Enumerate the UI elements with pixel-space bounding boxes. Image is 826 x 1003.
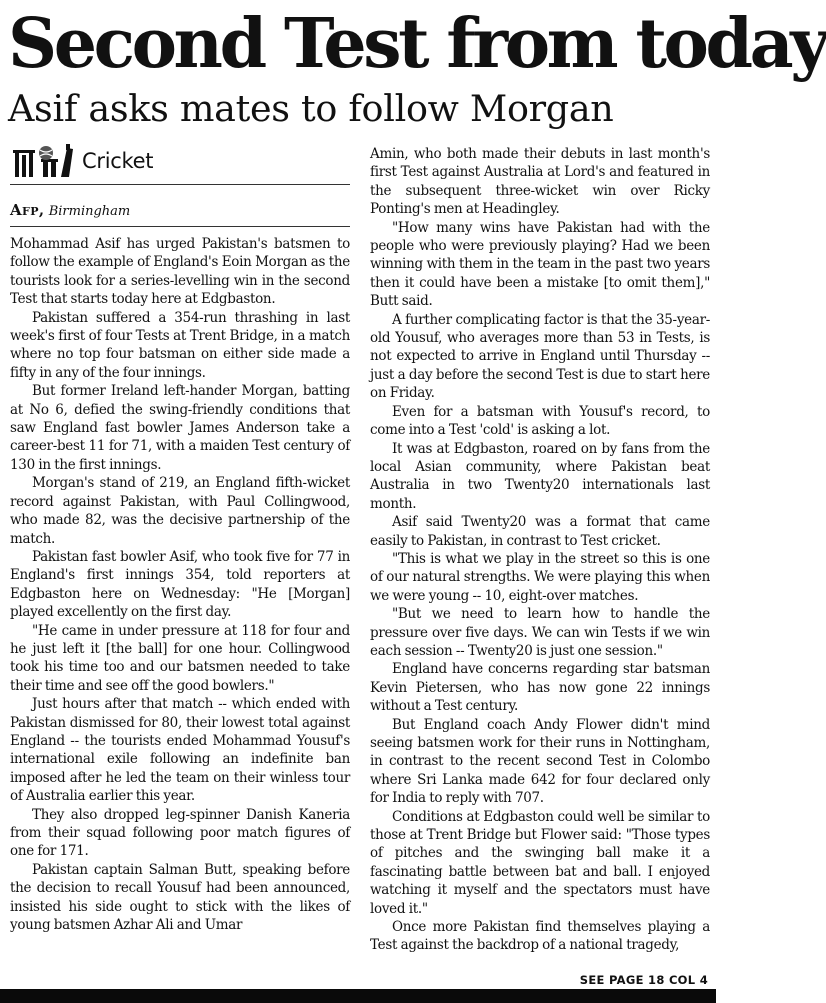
paragraph: It was at Edgbaston, roared on by fans from the local Asian community, where Pakistan beat Australia in two Twenty20 internationals last month. xyxy=(370,440,710,512)
paragraph: "How many wins have Pakistan had with the people who were previously playing? Had we been winning with them in the team in the past two years then it could have been a mistake [to omit them]," Butt said. xyxy=(370,219,710,310)
subheadline: Asif asks mates to follow Morgan xyxy=(8,87,614,130)
paragraph: Pakistan suffered a 354-run thrashing in last week's first of four Tests at Trent Bridge, in a match where no top four batsman on either side made a fifty in any of the four innings. xyxy=(10,309,350,381)
paragraph: Asif said Twenty20 was a format that came easily to Pakistan, in contrast to Test cricket. xyxy=(370,514,710,549)
article-column-2 xyxy=(370,145,710,955)
paragraph: Once more Pakistan find themselves playing a Test against the backdrop of a national tragedy, xyxy=(370,919,710,954)
paragraph: "He came in under pressure at 118 for four and he just left it [the ball] for one hour. Collingwood took his time too and our batsmen needed to take their time and see off the good bowlers." xyxy=(10,622,350,694)
byline-rule-top xyxy=(10,184,350,185)
paragraph: Mohammad Asif has urged Pakistan's batsmen to follow the example of England's Eoin Morgan as the tourists look for a series-levelling win in the second Test that starts today here at Edgbaston. xyxy=(10,236,350,308)
paragraph: A further complicating factor is that the 35-year-old Yousuf, who averages more than 53 in Tests, is not expected to arrive in England until Thursday -- just a day before the second Test is due to start here on Friday. xyxy=(370,311,710,402)
paragraph: England have concerns regarding star batsman Kevin Pietersen, who has now gone 22 innings without a Test century. xyxy=(370,661,710,715)
footer-bar xyxy=(0,989,716,1003)
paragraph: Just hours after that match -- which ended with Pakistan dismissed for 80, their lowest total against England -- the tourists ended Mohammad Yousuf's international exile following an indefinite ban imposed after he led the team on their winless tour of Australia earlier this year. xyxy=(10,696,350,805)
paragraph: Amin, who both made their debuts in last month's first Test against Australia at Lord's and featured in the subsequent three-wicket win over Ricky Ponting's men at Headingley. xyxy=(370,146,710,218)
paragraph: Pakistan fast bowler Asif, who took five for 77 in England's first innings 354, told reporters at Edgbaston here on Wednesday: "He [Morgan] played excellently on the first day. xyxy=(10,548,350,621)
paragraph: They also dropped leg-spinner Danish Kaneria from their squad following poor match figures of one for 171. xyxy=(10,806,350,860)
paragraph: But former Ireland left-hander Morgan, batting at No 6, defied the swing-friendly conditions that saw England fast bowler James Anderson take a career-best 11 for 71, with a maiden Test century of 130 in the first innings. xyxy=(10,383,350,473)
cricket-logo-icon xyxy=(12,144,76,178)
paragraph: "But we need to learn how to handle the pressure over five days. We can win Tests if we win each session -- Twenty20 is just one session." xyxy=(370,606,710,659)
paragraph: But England coach Andy Flower didn't mind seeing batsmen work for their runs in Nottingham, in contrast to the recent second Test in Colombo where Sri Lanka made 642 for four declared only for India to reply with 707. xyxy=(370,716,710,807)
paragraph: Even for a batsman with Yousuf's record, to come into a Test 'cold' is asking a lot. xyxy=(370,403,710,439)
byline-rule-bottom xyxy=(10,226,350,227)
paragraph: Pakistan captain Salman Butt, speaking before the decision to recall Yousuf had been announced, insisted his side ought to stick with the likes of young batsmen Azhar Ali and Umar xyxy=(10,861,350,934)
article-column-1 xyxy=(10,235,350,934)
section-tag xyxy=(10,142,350,182)
paragraph: Morgan's stand of 219, an England fifth-wicket record against Pakistan, with Paul Collingwood, who made 82, was the decisive partnership of the match. xyxy=(10,475,350,547)
byline-agency: Afp, xyxy=(10,201,45,219)
headline: Second Test from today xyxy=(8,4,826,84)
section-label: Cricket xyxy=(82,149,154,173)
continued-reference: SEE PAGE 18 COL 4 xyxy=(572,972,708,988)
paragraph: Conditions at Edgbaston could well be similar to those at Trent Bridge but Flower said: "Those types of pitches and the swinging ball make it a fascinating battle between bat and ball. I enjoyed watching it myself and the spectators must have loved it." xyxy=(370,808,710,917)
paragraph: "This is what we play in the street so this is one of our natural strengths. We were playing this when we were young -- 10, eight-over matches. xyxy=(370,550,710,604)
byline xyxy=(10,201,130,221)
byline-place: Birmingham xyxy=(48,204,131,219)
